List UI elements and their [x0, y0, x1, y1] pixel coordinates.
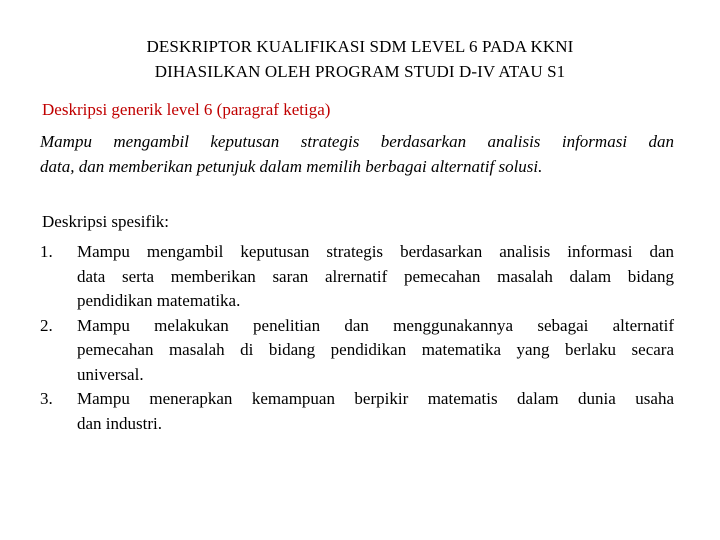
generic-description-line: data, dan memberikan petunjuk dalam memilih berbagai alternatif solusi. [40, 157, 543, 176]
list-item [40, 314, 674, 388]
list-item-line: Mampu mengambil keputusan strategis berdasarkan analisis informasi dan [77, 242, 674, 261]
list-item-line: universal. [77, 364, 144, 384]
list-item [40, 387, 674, 436]
list-item [40, 240, 674, 314]
list-item-number: 2. [40, 315, 53, 335]
list-item-line: data serta memberikan saran alrernatif pemecahan masalah dalam bidang [77, 266, 674, 286]
generic-description-text [40, 129, 674, 179]
list-item-line: pemecahan masalah di bidang pendidikan matematika yang berlaku secara [77, 340, 674, 359]
title-line-1: DESKRIPTOR KUALIFIKASI SDM LEVEL 6 PADA KKNI [146, 37, 574, 56]
specific-description-heading: Deskripsi spesifik: [42, 212, 170, 231]
list-item-line: Mampu menerapkan kemampuan berpikir matematis dalam dunia usaha [77, 389, 674, 408]
generic-description-heading: Deskripsi generik level 6 (paragraf ketiga) [42, 100, 331, 119]
list-item-number: 1. [40, 242, 53, 261]
list-item-line: pendidikan matematika. [77, 291, 241, 310]
title-line-2: DIHASILKAN OLEH PROGRAM STUDI D-IV ATAU S1 [154, 62, 566, 81]
page-title [60, 34, 660, 84]
list-item-number: 3. [40, 389, 53, 408]
list-item-line: dan industri. [77, 413, 162, 433]
list-item-line: Mampu melakukan penelitian dan menggunakannya sebagai alternatif [77, 315, 674, 335]
generic-description-line: Mampu mengambil keputusan strategis berdasarkan analisis informasi dan [40, 132, 674, 151]
specific-description-list [40, 240, 674, 436]
